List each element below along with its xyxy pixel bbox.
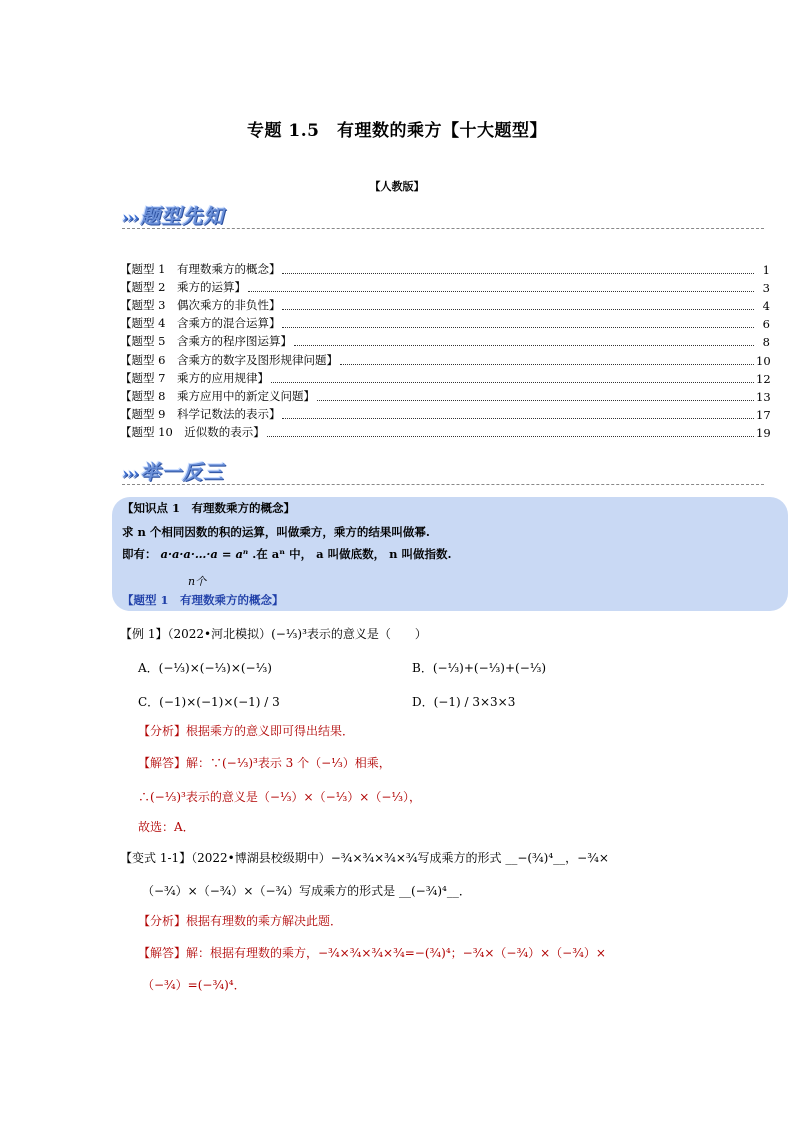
toc-leader xyxy=(294,345,754,346)
toc-leader xyxy=(340,364,754,365)
example1-stem: 【例 1】（2022•河北模拟）(−⅓)³表示的意义是（ ） xyxy=(120,627,427,641)
toc-leader xyxy=(267,436,754,437)
knowledge-definition: 求 n 个相同因数的积的运算，叫做乘方，乘方的结果叫做幂. xyxy=(122,525,430,539)
toc-leader xyxy=(317,400,754,401)
variant-analysis: 【分析】根据有理数的乘方解决此题． xyxy=(138,914,343,928)
example1-choice: 故选：A． xyxy=(138,820,195,834)
toc-page: 19 xyxy=(756,425,771,440)
toc-label: 【题型 10 近似数的表示】 xyxy=(120,424,265,439)
toc-page: 8 xyxy=(762,335,770,350)
option-a[interactable]: A．(−⅓)×(−⅓)×(−⅓) xyxy=(138,661,272,675)
toc-leader xyxy=(282,273,754,274)
example1-solution-line2: ∴(−⅓)³表示的意义是（−⅓）×（−⅓）×（−⅓）， xyxy=(138,790,422,804)
knowledge-formula-line xyxy=(122,546,451,562)
variant-stem-line1: 【变式 1-1】（2022•博湖县校级期中）−¾×¾×¾×¾写成乘方的形式 __−(¾)⁴__，−¾× xyxy=(120,851,609,865)
option-c[interactable]: C．(−1)×(−1)×(−1) / 3 xyxy=(138,695,280,709)
toc-label: 【题型 6 含乘方的数字及图形规律问题】 xyxy=(120,352,338,367)
toc-label: 【题型 7 乘方的应用规律】 xyxy=(120,370,269,385)
divider xyxy=(122,484,764,485)
toc-leader xyxy=(248,291,754,292)
arrows-icon: ››› xyxy=(122,464,139,483)
toc-item[interactable] xyxy=(120,349,770,367)
toc-label: 【题型 3 偶次乘方的非负性】 xyxy=(120,298,281,313)
banner-question-types xyxy=(122,200,224,229)
table-of-contents xyxy=(120,259,770,440)
example1-solution-line1: 【解答】解：∵(−⅓)³表示 3 个（−⅓）相乘， xyxy=(138,756,391,770)
toc-page: 12 xyxy=(756,371,771,386)
toc-item[interactable] xyxy=(120,331,770,349)
toc-item[interactable] xyxy=(120,313,770,331)
toc-label: 【题型 2 乘方的运算】 xyxy=(120,280,246,295)
example1-analysis: 【分析】根据乘方的意义即可得出结果． xyxy=(138,724,355,738)
knowledge-title: 【知识点 1 有理数乘方的概念】 xyxy=(122,501,296,515)
toc-page: 6 xyxy=(762,317,770,332)
divider xyxy=(122,228,764,229)
brace-subscript: n个 xyxy=(188,575,207,588)
toc-page: 17 xyxy=(756,407,771,422)
toc-item[interactable] xyxy=(120,368,770,386)
toc-label: 【题型 5 含乘方的程序图运算】 xyxy=(120,334,292,349)
toc-page: 4 xyxy=(762,299,770,314)
power-formula: a·a·a·…·a = aⁿ xyxy=(160,547,249,561)
toc-item[interactable] xyxy=(120,404,770,422)
toc-label: 【题型 4 含乘方的混合运算】 xyxy=(120,316,281,331)
toc-item[interactable] xyxy=(120,295,770,313)
variant-stem-line2: （−¾）×（−¾）×（−¾）写成乘方的形式是 __(−¾)⁴__． xyxy=(142,884,471,898)
toc-item[interactable] xyxy=(120,422,770,440)
toc-page: 3 xyxy=(762,281,770,296)
variant-solution-line2: （−¾）=(−¾)⁴． xyxy=(142,978,246,992)
toc-leader xyxy=(282,309,754,310)
banner-examples xyxy=(122,456,224,485)
question-type-label: 【题型 1 有理数乘方的概念】 xyxy=(122,593,284,607)
toc-item[interactable] xyxy=(120,259,770,277)
toc-item[interactable] xyxy=(120,386,770,404)
toc-label: 【题型 8 乘方应用中的新定义问题】 xyxy=(120,388,315,403)
toc-leader xyxy=(271,382,754,383)
toc-label: 【题型 9 科学记数法的表示】 xyxy=(120,406,281,421)
option-d[interactable]: D．(−1) / 3×3×3 xyxy=(412,695,516,709)
banner-text: 题型先知 xyxy=(140,204,225,228)
variant-solution-line1: 【解答】解：根据有理数的乘方，−¾×¾×¾×¾=−(¾)⁴；−¾×（−¾）×（−¾）× xyxy=(138,946,606,960)
toc-label: 【题型 1 有理数乘方的概念】 xyxy=(120,262,281,277)
toc-leader xyxy=(282,418,754,419)
formula-suffix: .在 aⁿ 中， a 叫做底数， n 叫做指数. xyxy=(252,547,452,561)
toc-page: 10 xyxy=(756,353,771,368)
option-b[interactable]: B．(−⅓)+(−⅓)+(−⅓) xyxy=(412,661,547,675)
toc-leader xyxy=(282,327,754,328)
knowledge-point-box xyxy=(112,497,788,611)
banner-text: 举一反三 xyxy=(140,460,225,484)
edition-label: 【人教版】 xyxy=(369,180,425,193)
toc-page: 1 xyxy=(762,263,770,278)
arrows-icon: ››› xyxy=(122,208,139,227)
toc-page: 13 xyxy=(756,389,771,404)
toc-item[interactable] xyxy=(120,277,770,295)
page-title: 专题 1.5 有理数的乘方【十大题型】 xyxy=(247,121,547,141)
formula-prefix: 即有： xyxy=(122,547,157,561)
